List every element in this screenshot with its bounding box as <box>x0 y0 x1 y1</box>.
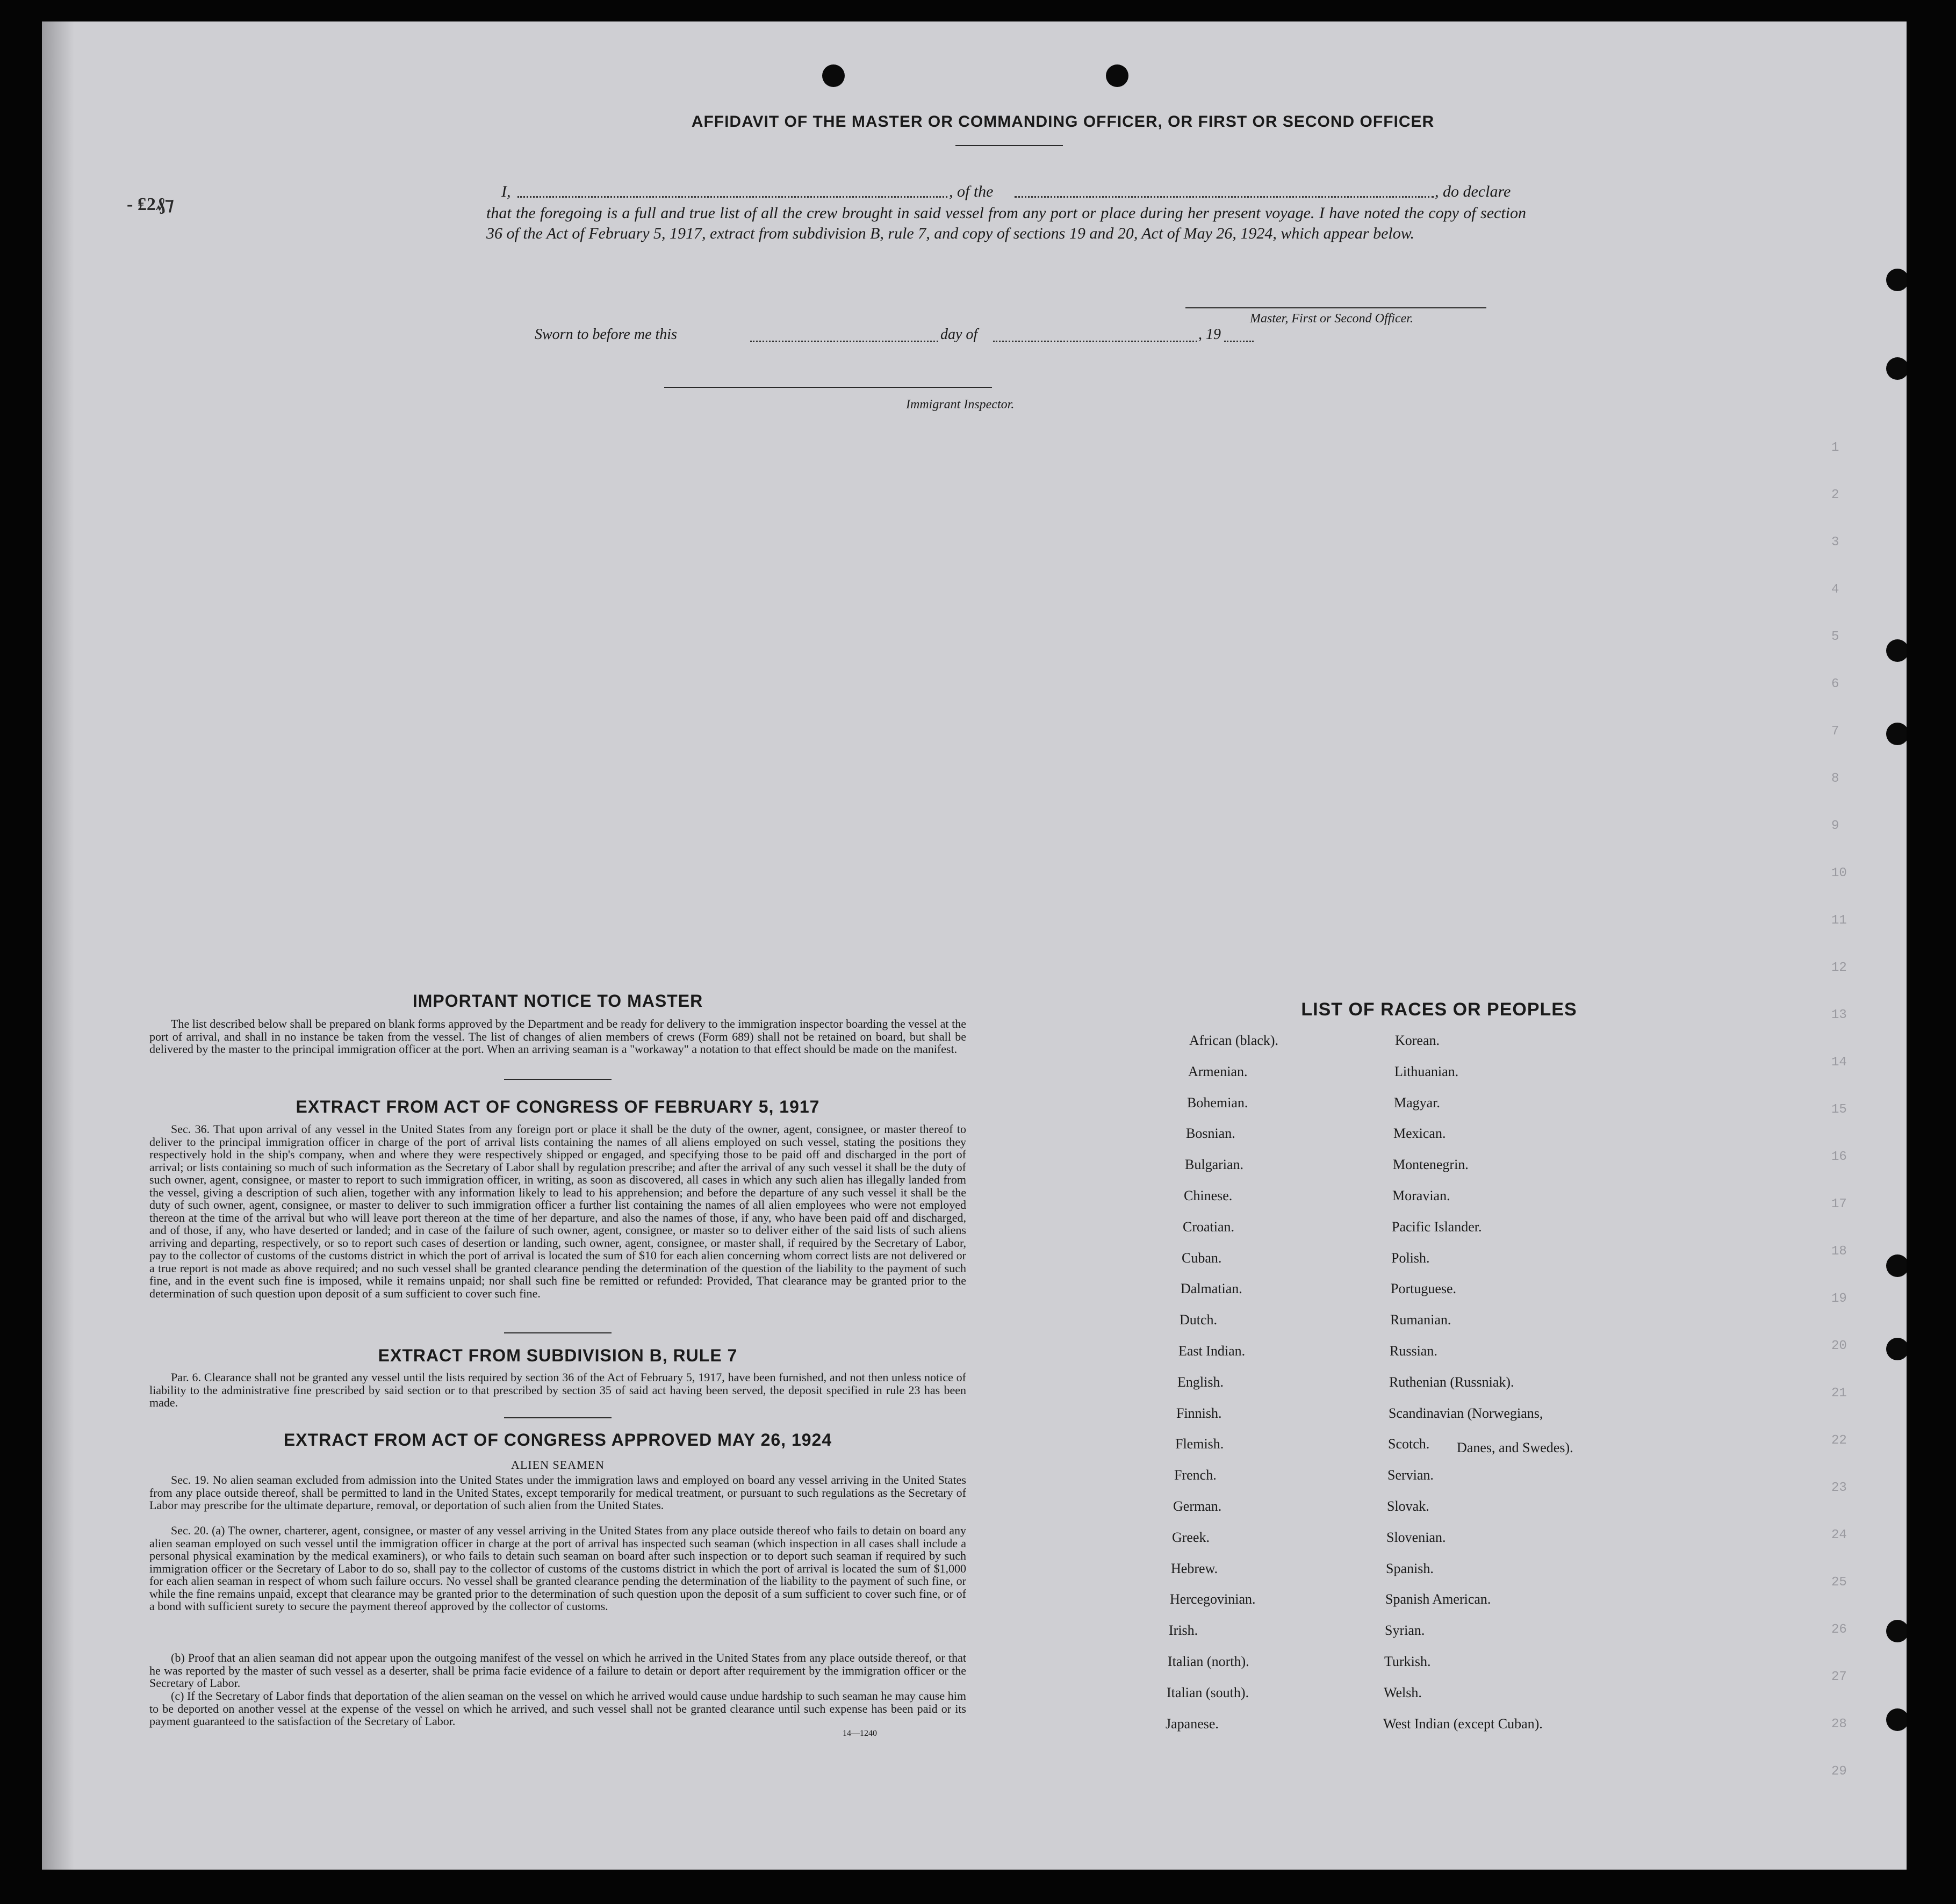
bleed-row-number: 28 <box>1831 1717 1847 1732</box>
race-item: Spanish. <box>1386 1560 1434 1576</box>
signature-label: Master, First or Second Officer. <box>1250 312 1413 326</box>
race-item: Magyar. <box>1394 1094 1440 1110</box>
race-item: Korean. <box>1395 1033 1440 1048</box>
sworn-month-field[interactable] <box>993 341 1197 342</box>
form-number: 14—1240 <box>843 1729 877 1738</box>
race-item: Scandinavian (Norwegians, <box>1389 1405 1543 1421</box>
race-item: Turkish. <box>1384 1654 1431 1669</box>
affidavit-title-rule <box>955 145 1063 146</box>
race-item: Scotch. <box>1388 1436 1430 1452</box>
bleed-row-number: 2 <box>1831 488 1839 502</box>
bleed-row-number: 4 <box>1831 582 1839 597</box>
race-item: Slovak. <box>1387 1498 1429 1514</box>
bleed-row-number: 10 <box>1831 866 1847 881</box>
races-title: LIST OF RACES OR PEOPLES <box>1301 999 1577 1020</box>
bleed-row-number: 14 <box>1831 1055 1847 1070</box>
bleed-row-number: 15 <box>1831 1102 1847 1117</box>
race-item: West Indian (except Cuban). <box>1383 1715 1543 1732</box>
race-item: Dalmatian. <box>1181 1281 1242 1297</box>
race-item: Dutch. <box>1180 1312 1218 1328</box>
notice-body: The list described below shall be prepared on blank forms approved by the Department and be ready for delivery to the immigration inspector boarding the vessel at the port of arrival, and shall in no instance be taken from the vessel. The list of changes of alien members of crews (Form 689) shall not be retained on board, but shall be delivered by the master to the principal immigration officer at the port. When an arriving seaman is a "workaway" a notation to that effect should be made on the manifest. <box>149 1017 966 1056</box>
race-item: Servian. <box>1387 1467 1434 1483</box>
race-item: Rumanian. <box>1390 1312 1451 1328</box>
bleed-row-number: 29 <box>1831 1764 1847 1779</box>
race-scandinavian-continued: Danes, and Swedes). <box>1457 1440 1573 1455</box>
bleed-row-number: 24 <box>1831 1528 1847 1542</box>
affidavit-title: AFFIDAVIT OF THE MASTER OR COMMANDING OFFICER, OR FIRST OR SECOND OFFICER <box>691 113 1435 131</box>
race-item: Polish. <box>1391 1250 1430 1266</box>
race-item: Lithuanian. <box>1394 1063 1459 1079</box>
binder-hole <box>822 64 845 87</box>
race-item: Croatian. <box>1183 1218 1235 1235</box>
binder-hole <box>1886 1254 1907 1277</box>
document-page <box>42 21 1907 1870</box>
race-item: Italian (south). <box>1167 1684 1249 1700</box>
extract-1924-sec19: Sec. 19. No alien seaman excluded from admission into the United States under the immigration laws and employed on board any vessel arriving in the United States from any place outside thereof, shall be permitted to land in the United States, except temporarily for medical treatment, or pursuant to such regulations as the Secretary of Labor may prescribe for the ultimate departure, removal, or deportation of such alien from the United States. <box>149 1473 966 1512</box>
binder-hole <box>1886 723 1907 745</box>
race-item: Syrian. <box>1385 1622 1425 1639</box>
race-item: Cuban. <box>1182 1250 1222 1266</box>
bleed-row-number: 8 <box>1831 771 1839 786</box>
race-item: Bohemian. <box>1187 1094 1248 1110</box>
race-item: Mexican. <box>1393 1126 1446 1142</box>
race-item: Ruthenian (Russniak). <box>1389 1374 1514 1390</box>
bleed-row-number: 20 <box>1831 1339 1847 1353</box>
sworn-year-field[interactable] <box>1224 341 1254 342</box>
extract-rule7-title: EXTRACT FROM SUBDIVISION B, RULE 7 <box>378 1346 738 1365</box>
bleed-row-number: 5 <box>1831 630 1839 644</box>
bleed-row-number: 19 <box>1831 1292 1847 1306</box>
affidavit-do-declare: , do declare <box>1435 183 1511 200</box>
race-item: Welsh. <box>1384 1684 1422 1700</box>
race-item: East Indian. <box>1178 1343 1246 1359</box>
bleed-row-number: 26 <box>1831 1622 1847 1637</box>
bleed-row-number: 23 <box>1831 1481 1847 1495</box>
race-item: German. <box>1173 1498 1222 1514</box>
vessel-name-field[interactable] <box>1015 196 1434 198</box>
bleed-row-number: 25 <box>1831 1575 1847 1590</box>
race-item: Hebrew. <box>1171 1560 1218 1576</box>
race-item: Irish. <box>1169 1622 1198 1639</box>
bleed-row-number: 17 <box>1831 1197 1847 1211</box>
race-item: French. <box>1174 1467 1217 1483</box>
extract-1917-rule <box>504 1332 612 1333</box>
extract-1917-title: EXTRACT FROM ACT OF CONGRESS OF FEBRUARY 5, 1917 <box>296 1097 820 1116</box>
binder-hole <box>1886 1620 1907 1642</box>
race-item: African (black). <box>1189 1033 1279 1048</box>
binder-hole <box>1886 639 1907 662</box>
bleed-row-number: 9 <box>1831 819 1839 833</box>
bleed-row-number: 6 <box>1831 677 1839 691</box>
race-item: Italian (north). <box>1168 1654 1249 1669</box>
inspector-signature-line <box>664 387 992 388</box>
signature-line <box>1185 307 1486 308</box>
bleed-row-number: 22 <box>1831 1433 1847 1448</box>
bleed-row-number: 11 <box>1831 913 1847 928</box>
race-item: Finnish. <box>1176 1405 1222 1421</box>
binder-hole <box>1886 269 1907 291</box>
extract-1924-title: EXTRACT FROM ACT OF CONGRESS APPROVED MAY 26, 1924 <box>283 1430 832 1449</box>
bleed-row-number: 27 <box>1831 1670 1847 1684</box>
race-item: Montenegrin. <box>1393 1157 1469 1173</box>
race-item: Slovenian. <box>1386 1529 1446 1545</box>
margin-mark: - ₤2₰⁊ <box>127 194 174 214</box>
race-item: Japanese. <box>1166 1715 1219 1732</box>
binder-hole <box>1886 357 1907 380</box>
bleed-row-number: 1 <box>1831 441 1839 455</box>
sworn-prefix: Sworn to before me this <box>535 326 677 343</box>
extract-rule7-rule <box>504 1417 612 1418</box>
bleed-row-number: 16 <box>1831 1150 1847 1164</box>
race-item: Bulgarian. <box>1185 1157 1244 1173</box>
race-item: Portuguese. <box>1391 1281 1457 1297</box>
sworn-day-field[interactable] <box>750 341 938 342</box>
sworn-year: , 19 <box>1198 326 1221 343</box>
extract-1924-sec20a: Sec. 20. (a) The owner, charterer, agent, consignee, or master of any vessel arriving in the United States from any place outside thereof who fails to detain on board any alien seaman employed on such vessel until the immigration officer in charge at the port of arrival has inspected such seaman (which inspection in all cases shall include a personal physical examination by the medical examiners), or who fails to detain such seaman on board after such inspection or to deport such seaman if required by such immigration officer or the Secretary of Labor to do so, shall pay to the collector of customs of the customs district in which the port of arrival is located the sum of $1,000 for each alien seaman in respect of whom such failure occurs. No vessel shall be granted clearance pending the determination of the liability to the payment of such fine, or while the fine remains unpaid, except that clearance may be granted prior to the determination of such question upon the deposit of a sum sufficient to cover such fine, or of a bond with sufficient surety to secure the payment thereof approved by the collector of customs. <box>149 1524 966 1613</box>
bleed-row-number: 7 <box>1831 724 1839 739</box>
notice-title: IMPORTANT NOTICE TO MASTER <box>412 991 703 1011</box>
extract-1924-sec20b: (b) Proof that an alien seaman did not appear upon the outgoing manifest of the vessel on which he arrived in the United States from any place outside thereof, or that he was reported by the master of such vessel as a deserter, shall be prima facie evidence of a failure to detain or deport after requirement by the immigration officer or the Secretary of Labor. <box>149 1651 966 1690</box>
race-item: English. <box>1177 1374 1224 1390</box>
affidavit-of-the: , of the <box>949 183 994 200</box>
bleed-row-number: 21 <box>1831 1386 1847 1401</box>
race-item: Hercegovinian. <box>1170 1591 1256 1607</box>
affidavit-body: that the foregoing is a full and true list of all the crew brought in said vessel from any port or place during her present voyage. I have noted the copy of section 36 of the Act of February 5, 1917, extract from subdivision B, rule 7, and copy of sections 19 and 20, Act of May 26, 1924, which appear below. <box>486 204 1526 242</box>
race-item: Flemish. <box>1175 1436 1224 1452</box>
race-item: Armenian. <box>1188 1063 1248 1079</box>
race-item: Greek. <box>1172 1529 1210 1545</box>
bleed-row-number: 3 <box>1831 535 1839 550</box>
binder-hole <box>1886 1338 1907 1360</box>
bleed-row-number: 12 <box>1831 961 1847 975</box>
race-item: Moravian. <box>1392 1188 1450 1203</box>
master-name-field[interactable] <box>517 196 947 198</box>
inspector-label: Immigrant Inspector. <box>906 398 1015 412</box>
sworn-day-of: day of <box>940 326 978 343</box>
binder-hole <box>1886 1708 1907 1731</box>
notice-rule <box>504 1079 612 1080</box>
extract-1917-body: Sec. 36. That upon arrival of any vessel in the United States from any foreign port or place it shall be the duty of the owner, agent, consignee, or master thereof to deliver to the principal immigration officer in charge of the port of arrival lists containing the names of all aliens employed on such vessel, stating the positions they respectively hold in the ship's company, when and where they were respectively shipped or engaged, and specifying those to be paid off and discharged in the port of arrival; or lists containing so much of such information as the Secretary of Labor shall by regulation prescribe; and after the arrival of any such vessel it shall be the duty of such owner, agent, consignee, or master to report to such immigration officer, in writing, as soon as discovered, all cases in which any such alien has illegally landed from the vessel, giving a description of such alien, together with any information likely to lead to his apprehension; and before the departure of any such vessel it shall be the duty of such owner, agent, consignee, or master to deliver to such immigration officer a further list containing the names of all alien employees who were not employed thereon at the time of the arrival but who will leave port thereon at the time of her departure, and also the names of those, if any, who have been paid off and discharged, and of those, if any, who have deserted or landed; and in case of the failure of such owner, agent, consignee, or master so to deliver either of the said lists of such aliens arriving and departing, respectively, or so to report such cases of desertion or landing, such owner, agent, consignee, or master shall, if required by the Secretary of Labor, pay to the collector of customs of the customs district in which the port of arrival is located the sum of $10 for each alien concerning whom correct lists are not delivered or a true report is not made as above required; and no such vessel shall be granted clearance pending the determination of the question of the liability to the payment of such fine, and in the event such fine is imposed, while it remains unpaid; nor shall such fine be remitted or refunded: Provided, That clearance may be granted prior to the determination of such question upon deposit of a sum sufficient to cover such fine. <box>149 1122 966 1300</box>
extract-1924-subtitle: ALIEN SEAMEN <box>511 1458 605 1472</box>
extract-1924-sec20c: (c) If the Secretary of Labor finds that deportation of the alien seaman on the vessel on which he arrived would cause undue hardship to such seaman he may cause him to be deported on another vessel at the expense of the vessel on which he arrived, and such vessel shall not be granted clearance until such expense has been paid or its payment guaranteed to the satisfaction of the Secretary of Labor. <box>149 1689 966 1728</box>
page-edge-shadow <box>42 21 74 1870</box>
race-item: Spanish American. <box>1385 1591 1491 1607</box>
race-item: Russian. <box>1390 1343 1437 1359</box>
binder-hole <box>1106 64 1128 87</box>
race-item: Bosnian. <box>1186 1126 1235 1142</box>
extract-rule7-body: Par. 6. Clearance shall not be granted any vessel until the lists required by section 36 of the Act of February 5, 1917, have been furnished, and not then unless notice of liability to the administrative fine prescribed by said section or to that prescribed by section 35 of said act having been served, the deposit specified in rule 23 has been made. <box>149 1371 966 1409</box>
race-item: Pacific Islander. <box>1392 1218 1482 1235</box>
bleed-row-number: 13 <box>1831 1008 1847 1022</box>
affidavit-line-i: I, <box>501 183 511 200</box>
bleed-row-number: 18 <box>1831 1244 1847 1259</box>
race-item: Chinese. <box>1184 1188 1233 1203</box>
